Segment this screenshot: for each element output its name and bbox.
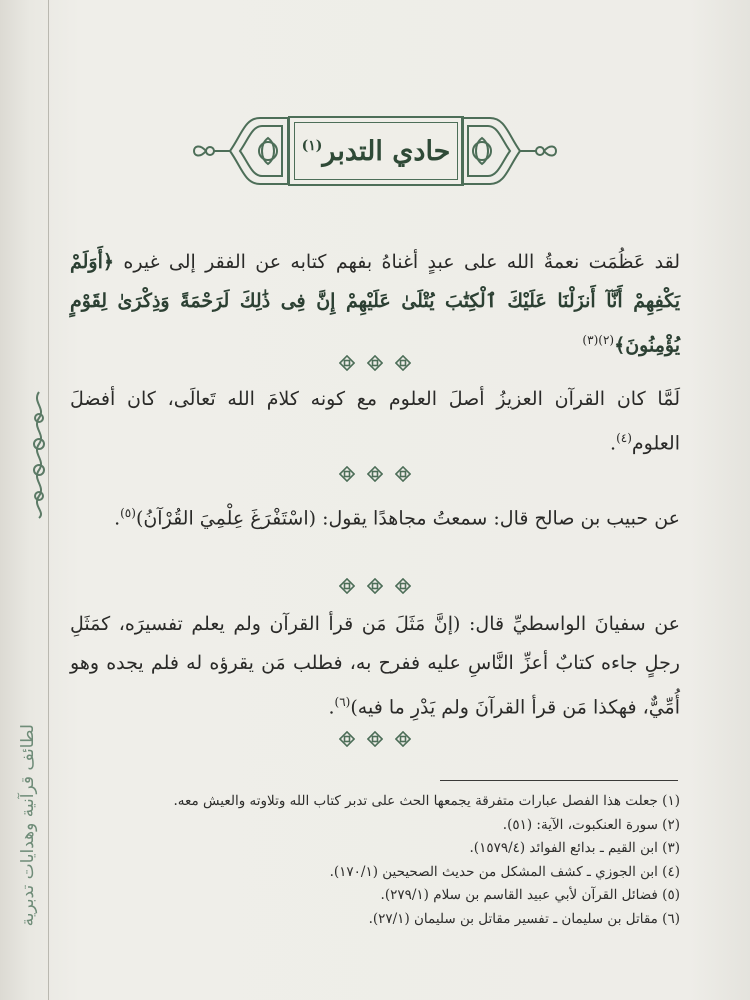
chapter-title: حادي التدبر$^{(١)}$ (301, 135, 451, 167)
footnote-item: (٦) مقاتل بن سليمان ـ تفسير مقاتل بن سليمان (٢٧/١). (368, 910, 680, 927)
footnote-rule (440, 780, 678, 781)
footnote-item: (٣) ابن القيم ـ بدائع الفوائد (١٥٧٩/٤). (469, 840, 680, 856)
star-ornament-icon (395, 466, 411, 482)
footnote-item: (٢) سورة العنكبوت، الآية: (٥١). (502, 816, 680, 833)
paragraph-1: لقد عَظُمَت نعمةُ الله على عبدٍ أغناهُ بفهم كتابه عن الفقر إلى غيره ﴿أَوَلَمْ يَكْفِهِمْ أَنَّآ أَنزَلْنَا عَلَيْكَ ٱلْكِتَٰبَ يُتْلَىٰ عَلَيْهِمْ إِنَّ فِى ذَٰلِكَ لَرَحْمَةً وَذِكْرَىٰ لِقَوْمٍ يُؤْمِنُونَ﴾$^{(٢)(٣)}$ (70, 251, 680, 357)
star-ornament-icon (339, 578, 355, 594)
left-arabesque-icon (190, 114, 290, 188)
right-arabesque-icon (460, 114, 560, 188)
star-ornament-icon (395, 355, 411, 371)
star-ornament-icon (367, 731, 383, 747)
footnote-ref-4: (٤) (616, 431, 632, 445)
star-ornament-icon (395, 578, 411, 594)
separator-stars-4 (330, 731, 420, 751)
star-ornament-icon (367, 578, 383, 594)
title-frame (288, 116, 464, 186)
paragraph-4: عن سفيانَ الواسطيِّ قال: (إنَّ مَثَلَ مَن قرأ القرآن ولم يعلم تفسيرَه، كمَثَلِ رجلٍ جاءه كتابٌ أعزِّ النَّاسِ عليه ففرح به، فطلب مَن يقرؤه له فلم يجده وهو أُمِّيٌّ، فهكذا مَن قرأ القرآنَ ولم يَدْرِ ما فيه)$^{(٦)}$. (70, 613, 680, 719)
star-ornament-icon (367, 355, 383, 371)
footnote-ref-6: (٦) (334, 695, 351, 709)
footnote-ref-5: (٥) (120, 506, 136, 520)
separator-stars-2 (330, 466, 420, 486)
side-title-text: لطائف قرآنية وهدايات تدبرية (18, 723, 38, 927)
star-ornament-icon (367, 466, 383, 482)
footnote-item: (١) جعلت هذا الفصل عبارات متفرقة يجمعها الحث على تدبر كتاب الله وتلاوته والعيش معه. (173, 793, 680, 809)
star-ornament-icon (339, 731, 355, 747)
footnote-item: (٥) فضائل القرآن لأبي عبيد القاسم بن سلام (٢٧٩/١). (380, 887, 680, 903)
chapter-header (190, 108, 560, 194)
star-ornament-icon (339, 355, 355, 371)
star-ornament-icon (339, 466, 355, 482)
paragraph-3: عن حبيب بن صالح قال: سمعتُ مجاهدًا يقول: (اسْتَفْرَغَ عِلْمِيَ القُرْآنُ)$^{(٥)}$. (114, 506, 680, 530)
side-ornament-icon (26, 390, 52, 520)
separator-stars-3 (330, 578, 420, 598)
quran-verse: ﴿أَوَلَمْ يَكْفِهِمْ أَنَّآ أَنزَلْنَا عَلَيْكَ ٱلْكِتَٰبَ يُتْلَىٰ عَلَيْهِمْ إِنَّ فِى ذَٰلِكَ لَرَحْمَةً وَذِكْرَىٰ لِقَوْمٍ يُؤْمِنُونَ﴾ (70, 251, 680, 357)
paragraph-2: لَمَّا كان القرآن العزيزُ أصلَ العلوم مع كونه كلامَ الله تَعالَى، كان أفضلَ العلوم$^{(٤)}$. (70, 388, 680, 455)
separator-stars-1 (330, 355, 420, 375)
star-ornament-icon (395, 731, 411, 747)
footnote-item: (٤) ابن الجوزي ـ كشف المشكل من حديث الصحيحين (١٧٠/١). (329, 863, 680, 880)
footnotes (160, 790, 680, 931)
footnote-ref-2-3: (٢)(٣) (582, 333, 615, 347)
title-footnote-ref: (١) (301, 137, 323, 154)
side-running-title (10, 690, 46, 960)
